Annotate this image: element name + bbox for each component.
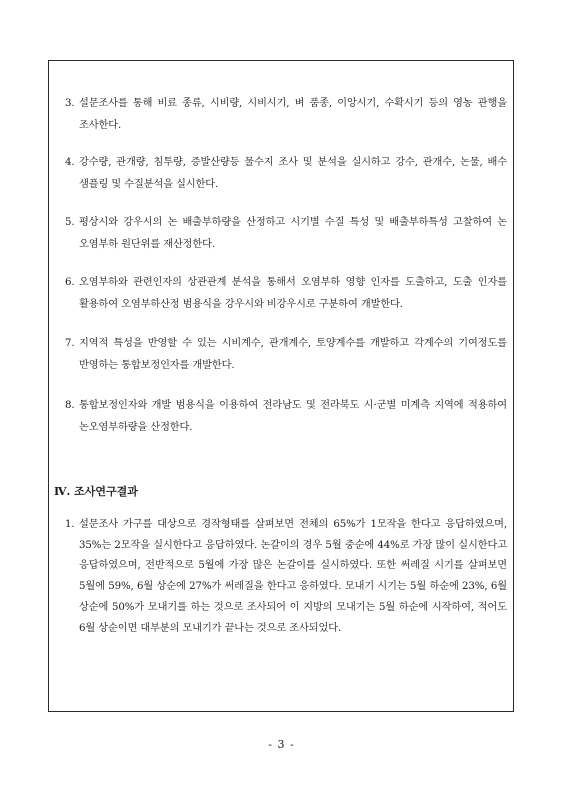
list-item-7	[65, 333, 507, 377]
item-text: 강수량, 관개량, 침투량, 증발산량등 물수지 조사 및 분석을 실시하고 강수, 관개수, 논물, 배수 샘플링 및 수질분석을 실시한다.	[79, 157, 507, 190]
item-number: 8.	[65, 400, 75, 411]
item-text: 설문조사를 통해 비료 종류, 시비량, 시비시기, 벼 품종, 이앙시기, 수확시기 등의 영농 관행을 조사한다.	[79, 98, 507, 131]
list-item-5	[65, 212, 507, 256]
item-number: 4.	[65, 157, 75, 168]
section-heading: Ⅳ. 조사연구결과	[54, 485, 138, 498]
item-number: 5.	[65, 217, 75, 228]
item-text: 통합보정인자와 개발 범용식을 이용하여 전라남도 및 전라북도 시·군별 미계측 지역에 적용하여 논오염부하량을 산정한다.	[79, 400, 507, 433]
list-item-6	[65, 272, 507, 316]
item-text: 설문조사 가구를 대상으로 경작형태를 살펴보면 전체의 65%가 1모작을 한다고 응답하였으며, 35%는 2모작을 실시한다고 응답하였다. 논갈이의 경우 5월 중순에 44%로 가장 많이 실시한다고 응답하였으며, 전반적으로 5월에 가장 많은 논갈이를 실시하였다. 또한 써레질 시기를 살펴보면 5월에 59%, 6월 상순에 27%가 써레질을 한다고 응하였다. 모내기 시기는 5월 하순에 23%, 6월 상순에 50%가 모내기를 하는 것으로 조사되어 이 지방의 모내기는 5월 하순에 시작하여, 적어도 6월 상순이면 대부분의 모내기가 끝나는 것으로 조사되었다.	[79, 519, 507, 634]
item-number: 1.	[65, 519, 75, 530]
result-item-1	[65, 515, 507, 639]
item-text: 지역적 특성을 반영할 수 있는 시비계수, 관개계수, 토양계수를 개발하고 각계수의 기여정도를 반영하는 통합보정인자를 개발한다.	[79, 338, 507, 371]
item-number: 7.	[65, 338, 75, 349]
item-number: 3.	[65, 98, 75, 109]
list-item-4	[65, 152, 507, 196]
list-item-3	[65, 93, 507, 137]
list-item-8	[65, 395, 507, 439]
item-number: 6.	[65, 277, 75, 288]
item-text: 평상시와 강우시의 논 배출부하량을 산정하고 시기별 수질 특성 및 배출부하특성 고찰하여 논 오염부하 원단위를 재산정한다.	[79, 217, 507, 250]
page-number: - 3 -	[268, 738, 295, 751]
item-text: 오염부하와 관련인자의 상관관계 분석을 통해서 오염부하 영향 인자를 도출하고, 도출 인자를 활용하여 오염부하산정 범용식을 강우시와 비강우시로 구분하여 개발한다.	[79, 277, 507, 310]
